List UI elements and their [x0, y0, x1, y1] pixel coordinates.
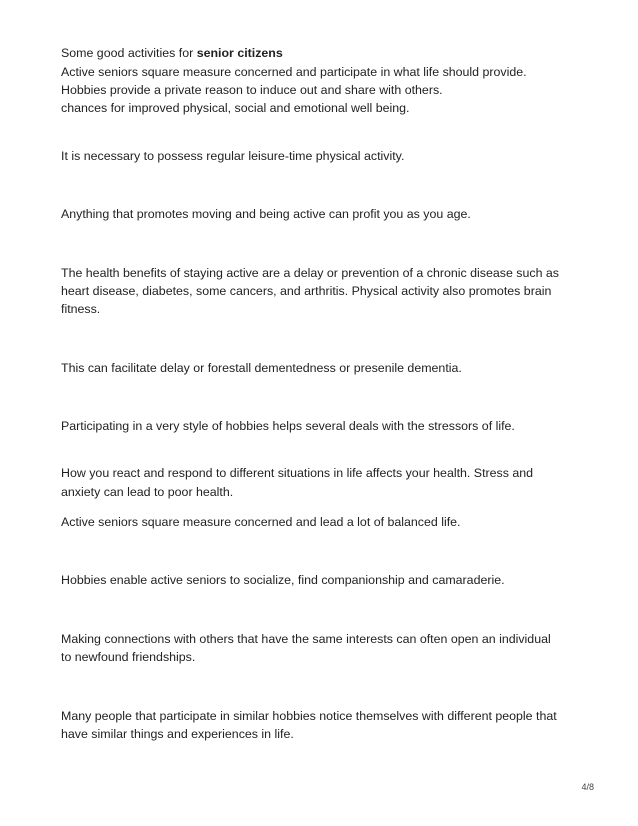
paragraph-10-line-1: Many people that participate in similar hobbies notice themselves with different people that	[61, 709, 557, 723]
intro-heading-text: Some good activities for	[61, 46, 197, 60]
paragraph-7: Active seniors square measure concerned and lead a lot of balanced life.	[61, 515, 461, 529]
intro-heading	[61, 44, 581, 63]
paragraph-4: This can facilitate delay or forestall dementedness or presenile dementia.	[61, 361, 462, 375]
paragraph-1: It is necessary to possess regular leisure-time physical activity.	[61, 149, 405, 163]
paragraph-9-line-1: Making connections with others that have the same interests can often open an individual	[61, 632, 551, 646]
paragraph-3-line-1: The health benefits of staying active are a delay or prevention of a chronic disease such as	[61, 266, 559, 280]
paragraph-8: Hobbies enable active seniors to socialize, find companionship and camaraderie.	[61, 573, 505, 587]
paragraph-6-line-2: anxiety can lead to poor health.	[61, 485, 234, 499]
intro-line-1: Active seniors square measure concerned and participate in what life should provide.	[61, 65, 527, 79]
paragraph-2: Anything that promotes moving and being active can profit you as you age.	[61, 207, 471, 221]
paragraph-5: Participating in a very style of hobbies helps several deals with the stressors of life.	[61, 419, 515, 433]
paragraph-9-line-2: to newfound friendships.	[61, 650, 196, 664]
intro-line-3: chances for improved physical, social and emotional well being.	[61, 101, 410, 115]
intro-heading-bold: senior citizens	[196, 46, 283, 60]
page-number: 4/8	[581, 782, 594, 792]
paragraph-3-line-3: fitness.	[61, 302, 101, 316]
paragraph-6-line-1: How you react and respond to different situations in life affects your health. Stress and	[61, 466, 534, 480]
intro-line-2: Hobbies provide a private reason to induce out and share with others.	[61, 83, 443, 97]
paragraph-3-line-2: heart disease, diabetes, some cancers, and arthritis. Physical activity also promotes brain	[61, 284, 552, 298]
paragraph-10-line-2: have similar things and experiences in life.	[61, 727, 294, 741]
